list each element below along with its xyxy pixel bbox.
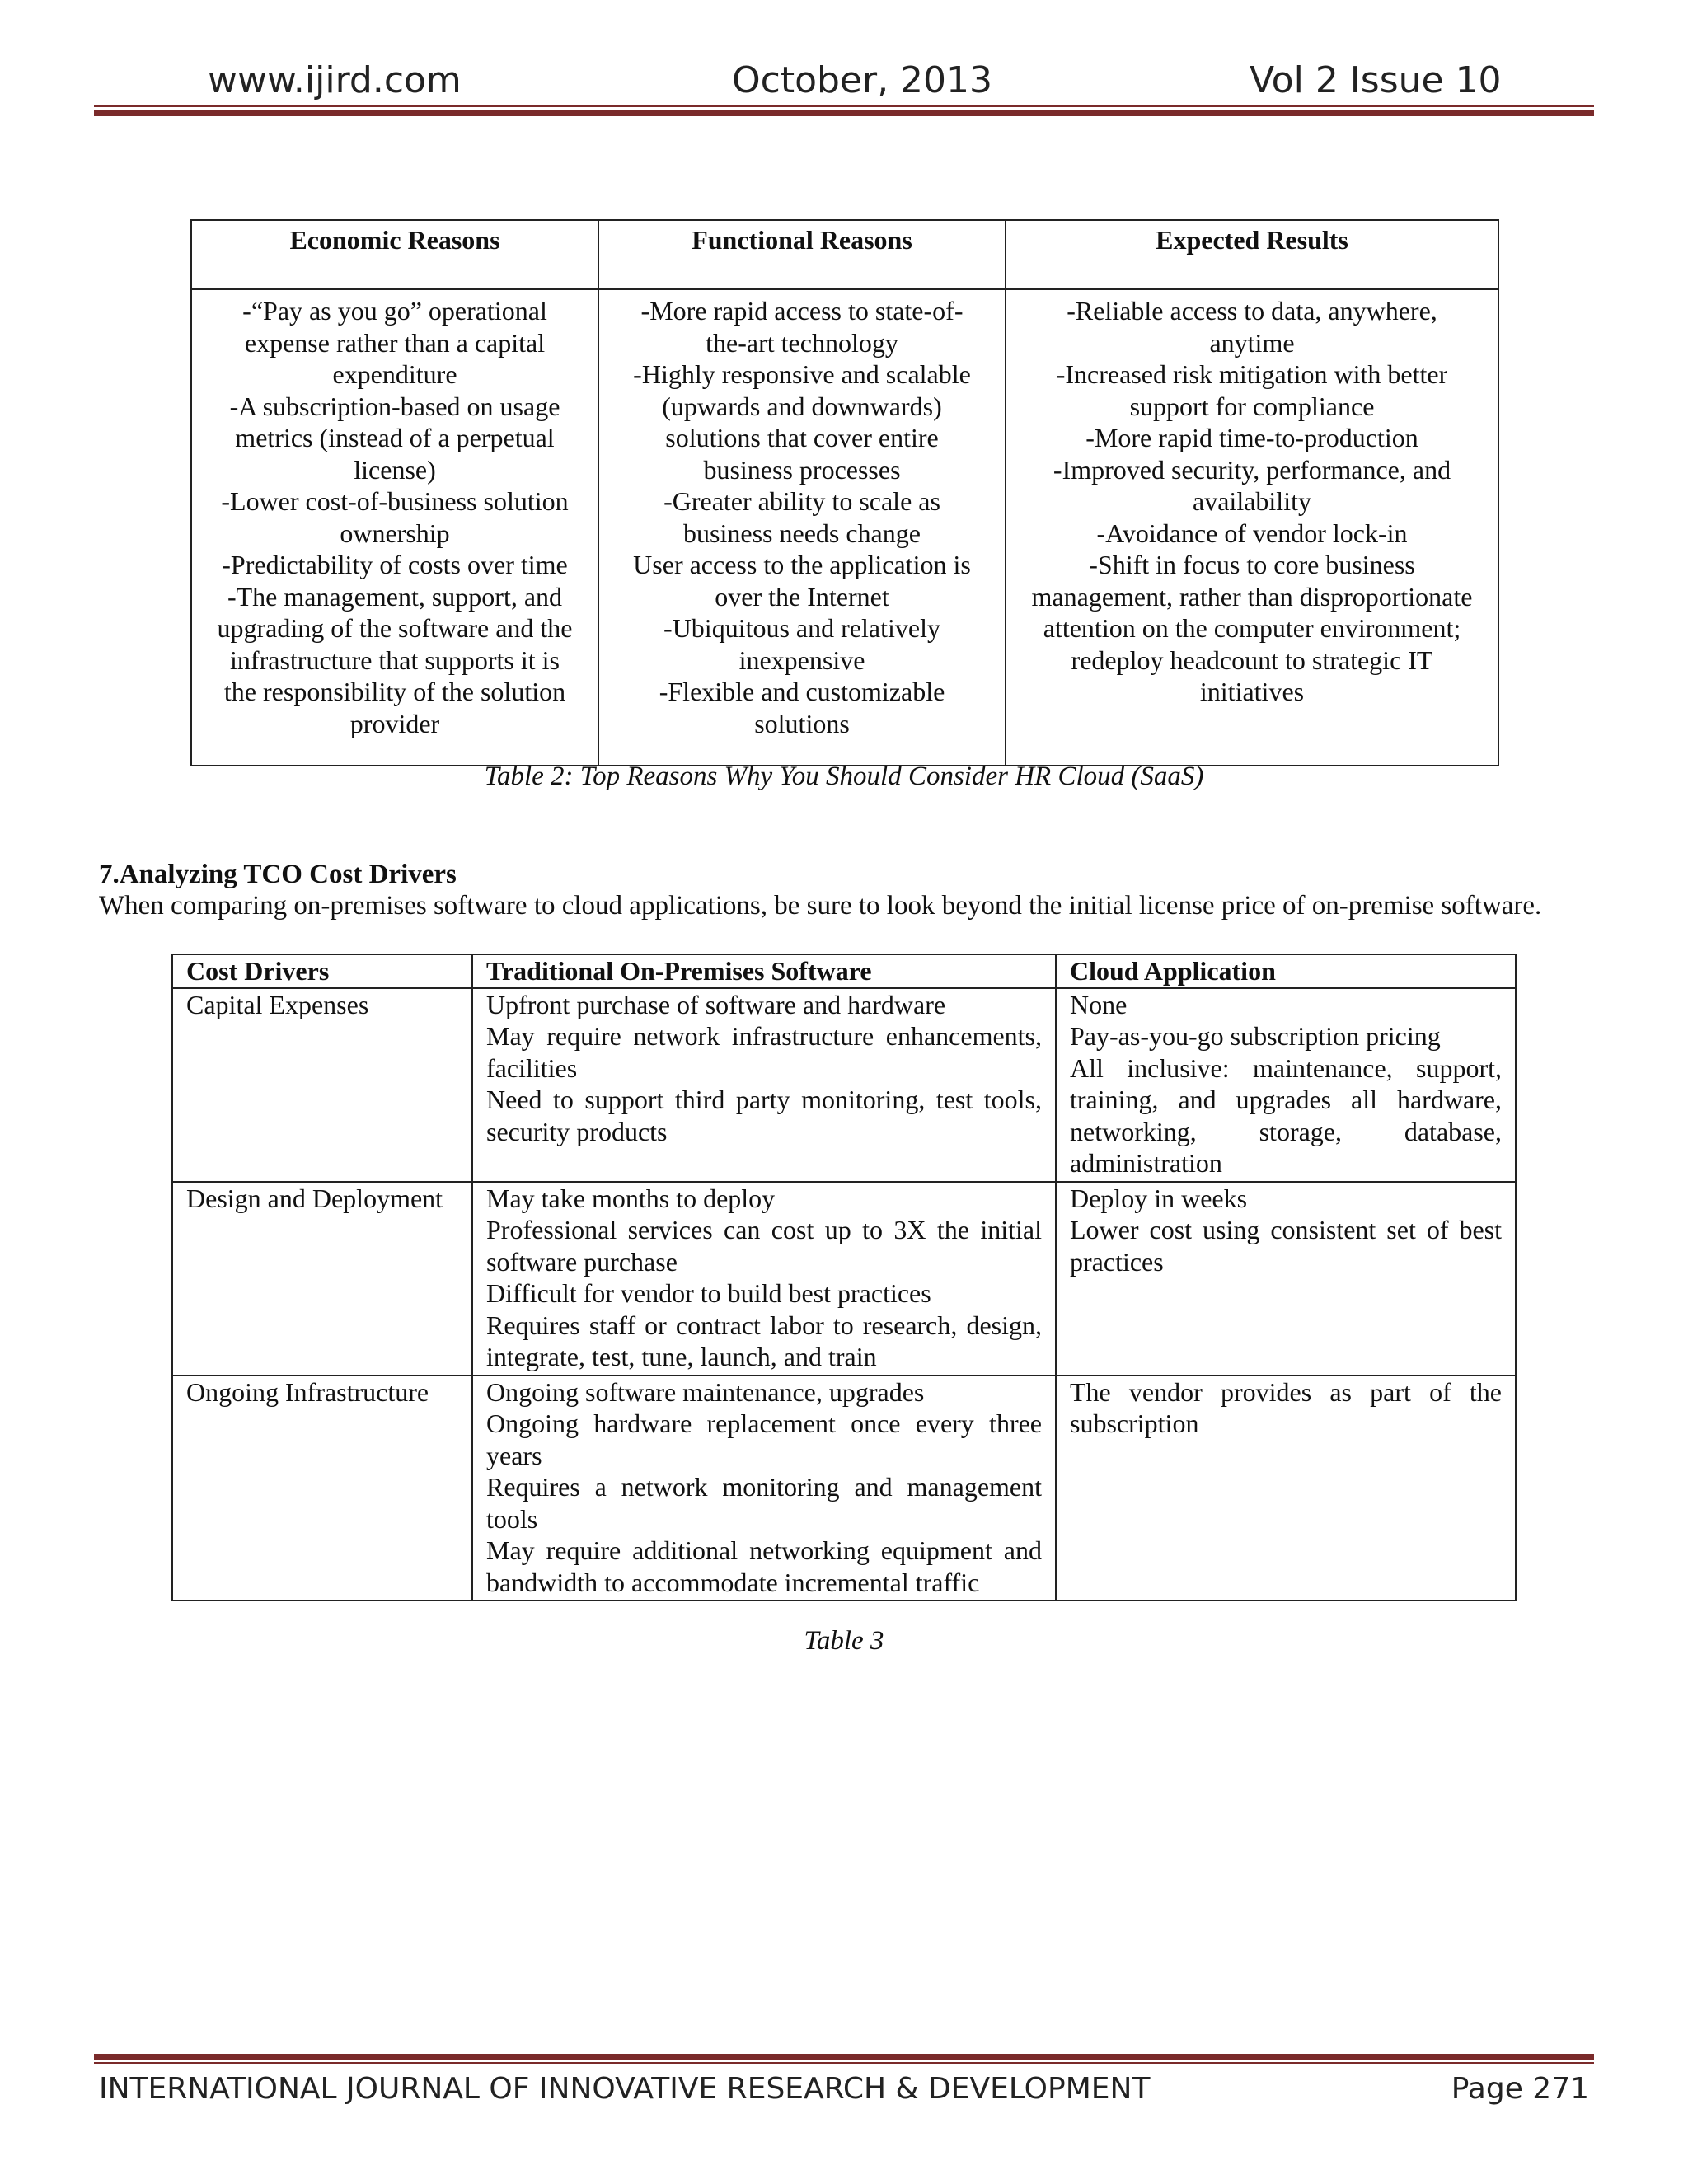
column-header: Expected Results bbox=[1006, 220, 1498, 289]
cost-driver-cell: Ongoing Infrastructure bbox=[172, 1376, 472, 1601]
cell-line: Difficult for vendor to build best practices bbox=[486, 1278, 931, 1308]
cell-line: All inclusive: maintenance, support, training, and upgrades all hardware, networking, storage, database, administration bbox=[1070, 1052, 1502, 1178]
cell-line: the-art technology bbox=[706, 327, 898, 358]
cell-line: -Ubiquitous and relatively bbox=[663, 613, 940, 643]
cell-line: infrastructure that supports it is bbox=[230, 644, 560, 675]
cost-driver-cell: Design and Deployment bbox=[172, 1182, 472, 1376]
table-row bbox=[172, 1182, 1516, 1376]
cloud-cell bbox=[1056, 988, 1516, 1182]
expected-results-cell bbox=[1006, 289, 1498, 766]
cell-line: the responsibility of the solution bbox=[223, 677, 566, 706]
cell-line: ownership bbox=[340, 518, 450, 548]
cell-line: -Greater ability to scale as bbox=[663, 486, 940, 516]
cell-line: Pay-as-you-go subscription pricing bbox=[1070, 1021, 1441, 1051]
cell-line: provider bbox=[349, 708, 440, 738]
header-rule-thick bbox=[94, 110, 1594, 116]
cloud-cell bbox=[1056, 1182, 1516, 1376]
page-header bbox=[0, 59, 1688, 109]
cell-line: solutions bbox=[754, 708, 850, 738]
cell-line: expenditure bbox=[332, 359, 457, 389]
section-title: 7.Analyzing TCO Cost Drivers bbox=[99, 860, 457, 889]
cell-line: inexpensive bbox=[738, 644, 865, 675]
cell-line: Professional services can cost up to 3X the initial software purchase bbox=[486, 1215, 1042, 1277]
cell-line: Requires staff or contract labor to research, design, integrate, test, tune, launch, and train bbox=[486, 1310, 1042, 1371]
table-header-row bbox=[191, 220, 1498, 289]
cell-line: May require network infrastructure enhancements, facilities bbox=[486, 1021, 1042, 1083]
cell-line: anytime bbox=[1209, 327, 1295, 358]
footer-rule-thick bbox=[94, 2054, 1594, 2060]
cell-line: May require additional networking equipment and bandwidth to accommodate incremental traffic bbox=[486, 1535, 1042, 1597]
cell-line: Requires a network monitoring and management tools bbox=[486, 1472, 1042, 1534]
header-site: www.ijird.com bbox=[208, 59, 462, 101]
cell-line: -The management, support, and bbox=[227, 581, 563, 612]
cost-driver-cell: Capital Expenses bbox=[172, 988, 472, 1182]
footer-page-number: Page 271 bbox=[1451, 2072, 1589, 2106]
cell-line: (upwards and downwards) bbox=[662, 391, 942, 421]
cell-line: -Highly responsive and scalable bbox=[633, 359, 971, 389]
cell-line: -Flexible and customizable bbox=[659, 677, 945, 706]
column-header: Cost Drivers bbox=[172, 954, 472, 988]
cell-line: None bbox=[1070, 989, 1128, 1019]
column-header: Cloud Application bbox=[1056, 954, 1516, 988]
cell-line: expense rather than a capital bbox=[244, 327, 546, 358]
cell-line: -Improved security, performance, and bbox=[1053, 454, 1451, 485]
cell-line: Ongoing software maintenance, upgrades bbox=[486, 1376, 925, 1407]
section-intro: When comparing on-premises software to cloud applications, be sure to look beyond the initial license price of on-premise software. bbox=[99, 891, 1542, 921]
cell-line: -Increased risk mitigation with better bbox=[1056, 359, 1448, 389]
page-footer bbox=[99, 2072, 1589, 2113]
table3-caption: Table 3 bbox=[804, 1626, 884, 1656]
cell-line: redeploy headcount to strategic IT bbox=[1071, 644, 1433, 675]
cell-line: Lower cost using consistent set of best practices bbox=[1070, 1215, 1502, 1277]
traditional-cell bbox=[472, 1376, 1056, 1601]
cell-line: User access to the application is bbox=[633, 550, 971, 579]
cell-line: solutions that cover entire bbox=[665, 423, 939, 452]
cell-line: -Lower cost-of-business solution bbox=[221, 486, 569, 516]
cell-line: Ongoing hardware replacement once every three years bbox=[486, 1408, 1042, 1470]
cell-line: -More rapid time-to-production bbox=[1085, 423, 1418, 452]
footer-journal: INTERNATIONAL JOURNAL OF INNOVATIVE RESEARCH & DEVELOPMENT bbox=[99, 2072, 1151, 2106]
cell-line: initiatives bbox=[1199, 677, 1305, 706]
cell-line: business needs change bbox=[683, 518, 921, 548]
table-header-row bbox=[172, 954, 1516, 988]
cell-line: support for compliance bbox=[1129, 391, 1375, 421]
cell-line: The vendor provides as part of the subscription bbox=[1070, 1376, 1502, 1438]
traditional-cell bbox=[472, 988, 1056, 1182]
column-header: Traditional On-Premises Software bbox=[472, 954, 1056, 988]
economic-reasons-cell bbox=[191, 289, 598, 766]
traditional-cell bbox=[472, 1182, 1056, 1376]
column-header: Economic Reasons bbox=[191, 220, 598, 289]
cell-line: -More rapid access to state-of- bbox=[640, 296, 964, 326]
cell-line: -Predictability of costs over time bbox=[222, 550, 568, 579]
cell-line: business processes bbox=[703, 454, 901, 485]
header-issue: Vol 2 Issue 10 bbox=[1250, 59, 1502, 101]
header-date: October, 2013 bbox=[732, 59, 993, 101]
footer-rule-thin bbox=[94, 2062, 1594, 2064]
cell-line: -Avoidance of vendor lock-in bbox=[1096, 518, 1408, 548]
table2-caption: Table 2: Top Reasons Why You Should Consider HR Cloud (SaaS) bbox=[484, 762, 1204, 791]
table-row bbox=[191, 289, 1498, 766]
column-header: Functional Reasons bbox=[598, 220, 1006, 289]
cell-line: management, rather than disproportionate bbox=[1031, 581, 1473, 612]
table-row bbox=[172, 1376, 1516, 1601]
cell-line: Need to support third party monitoring, test tools, security products bbox=[486, 1085, 1042, 1146]
cell-line: attention on the computer environment; bbox=[1043, 613, 1461, 643]
cell-line: -Reliable access to data, anywhere, bbox=[1067, 296, 1437, 326]
functional-reasons-cell bbox=[598, 289, 1006, 766]
cell-line: -Shift in focus to core business bbox=[1089, 550, 1415, 579]
cloud-cell bbox=[1056, 1376, 1516, 1601]
cell-line: upgrading of the software and the bbox=[217, 613, 573, 643]
cell-line: license) bbox=[354, 454, 436, 485]
table-row bbox=[172, 988, 1516, 1182]
cell-line: May take months to deploy bbox=[486, 1183, 776, 1213]
cell-line: over the Internet bbox=[715, 581, 889, 612]
cell-line: metrics (instead of a perpetual bbox=[235, 423, 555, 452]
table-hr-cloud-reasons bbox=[190, 219, 1499, 766]
cell-line: availability bbox=[1193, 486, 1311, 516]
cell-line: Upfront purchase of software and hardware bbox=[486, 989, 946, 1019]
cell-line: -A subscription-based on usage bbox=[229, 391, 560, 421]
cell-line: Deploy in weeks bbox=[1070, 1183, 1248, 1213]
cell-line: -“Pay as you go” operational bbox=[242, 296, 547, 326]
header-rule-thin bbox=[94, 105, 1594, 107]
table-tco-cost-drivers bbox=[171, 954, 1517, 1601]
